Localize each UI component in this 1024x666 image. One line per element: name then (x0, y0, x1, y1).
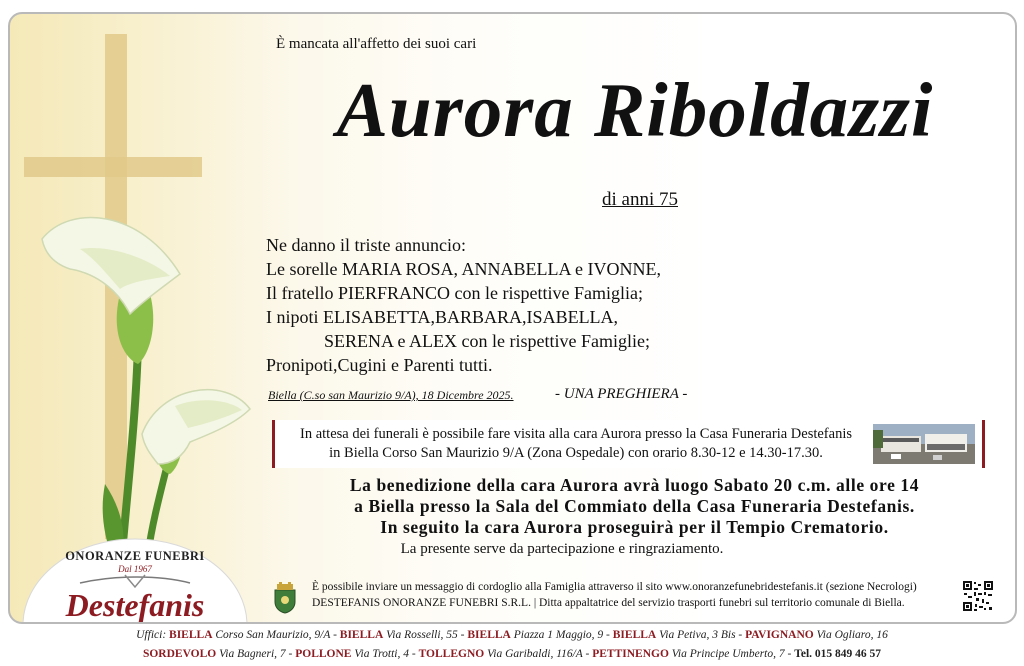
office-separator: - (457, 629, 468, 641)
qr-code-icon[interactable] (962, 580, 994, 612)
visit-box (272, 420, 985, 468)
blessing-line: La benedizione della cara Aurora avrà luogo Sabato 20 c.m. alle ore 14 (349, 475, 920, 495)
office-address: Via Garibaldi, 116/A (487, 648, 583, 660)
office-city: PETTINENGO (592, 648, 669, 660)
office-separator: - (409, 648, 419, 660)
office-separator: - (285, 648, 296, 660)
announcement-block (266, 233, 661, 377)
intro-text: È mancata all'affetto dei suoi cari (276, 36, 477, 52)
company-logo (20, 537, 250, 624)
announcement-line: Ne danno il triste annuncio: (266, 235, 466, 255)
announcement-line: Le sorelle MARIA ROSA, ANNABELLA e IVONNE, (266, 259, 661, 279)
office-address: Via Rosselli, 55 (386, 629, 458, 641)
funeral-home-photo (873, 424, 975, 464)
office-address: Corso San Maurizio, 9/A (215, 629, 331, 641)
office-city: BIELLA (169, 629, 213, 641)
footer-line: È possibile inviare un messaggio di cordoglio alla Famiglia attraverso il sito www.onoranzefunebridestefanis.it (sezione Necrologi) (312, 581, 917, 593)
office-city: POLLONE (295, 648, 352, 660)
office-city: PAVIGNANO (745, 629, 814, 641)
blessing-line: a Biella presso la Sala del Commiato della Casa Funeraria Destefanis. (354, 496, 915, 516)
office-city: TOLLEGNO (418, 648, 485, 660)
office-address: Piazza 1 Maggio, 9 (513, 629, 604, 641)
prayer-label: - UNA PREGHIERA - (555, 386, 688, 402)
office-separator: - (784, 648, 795, 660)
cross-and-lilies-image (10, 14, 270, 622)
phone-number: Tel. 015 849 46 57 (794, 648, 882, 660)
office-address: Via Ogliaro, 16 (816, 629, 888, 641)
place-date: Biella (C.so san Maurizio 9/A), 18 Dicembre 2025. (268, 388, 514, 402)
biella-crest-icon (272, 582, 298, 614)
visit-line: in Biella Corso San Maurizio 9/A (Zona Ospedale) con orario 8.30-12 e 14.30-17.30. (329, 445, 823, 461)
announcement-line: I nipoti ELISABETTA,BARBARA,ISABELLA, (266, 307, 619, 327)
office-address: Via Principe Umberto, 7 (671, 648, 785, 660)
logo-name: Destefanis (65, 587, 205, 623)
office-city: BIELLA (612, 629, 657, 641)
office-city: BIELLA (339, 629, 384, 641)
office-address: Via Bagneri, 7 (219, 648, 286, 660)
thanks-text: La presente serve da partecipazione e ringraziamento. (400, 541, 724, 557)
logo-year: Dal 1967 (118, 564, 152, 574)
office-separator: - (735, 629, 746, 641)
office-address: Via Trotti, 4 (354, 648, 409, 660)
announcement-line: SERENA e ALEX con le rispettive Famiglie; (324, 331, 650, 351)
deceased-name: Aurora Riboldazzi (336, 67, 934, 153)
footer-line: DESTEFANIS ONORANZE FUNEBRI S.R.L. | Ditta appaltatrice del servizio trasporti funebri sul territorio comunale di Biella. (312, 597, 905, 609)
office-city: BIELLA (467, 629, 511, 641)
office-address: Via Petiva, 3 Bis (659, 629, 736, 641)
obituary-card (8, 12, 1017, 624)
office-city: SORDEVOLO (142, 648, 217, 660)
announcement-line: Pronipoti,Cugini e Parenti tutti. (266, 355, 493, 375)
offices-row-1 (0, 626, 1024, 645)
visit-line: In attesa dei funerali è possibile fare visita alla cara Aurora presso la Casa Funeraria Destefanis (300, 426, 852, 442)
announcement-line: Il fratello PIERFRANCO con le rispettive Famiglia; (266, 283, 643, 303)
offices-row-2 (0, 645, 1024, 664)
office-separator: - (582, 648, 593, 660)
office-separator: - (330, 629, 340, 641)
offices-label: Uffici: (136, 629, 167, 641)
offices-footer (0, 626, 1024, 664)
footer-notes (312, 579, 952, 611)
blessing-block (262, 475, 1007, 538)
cross-horizontal (24, 157, 202, 177)
age-text: di anni 75 (602, 189, 678, 210)
blessing-line: In seguito la cara Aurora proseguirà per il Tempio Crematorio. (380, 517, 889, 537)
logo-top-text: ONORANZE FUNEBRI (65, 549, 205, 563)
office-separator: - (603, 629, 613, 641)
visit-text (287, 425, 865, 463)
